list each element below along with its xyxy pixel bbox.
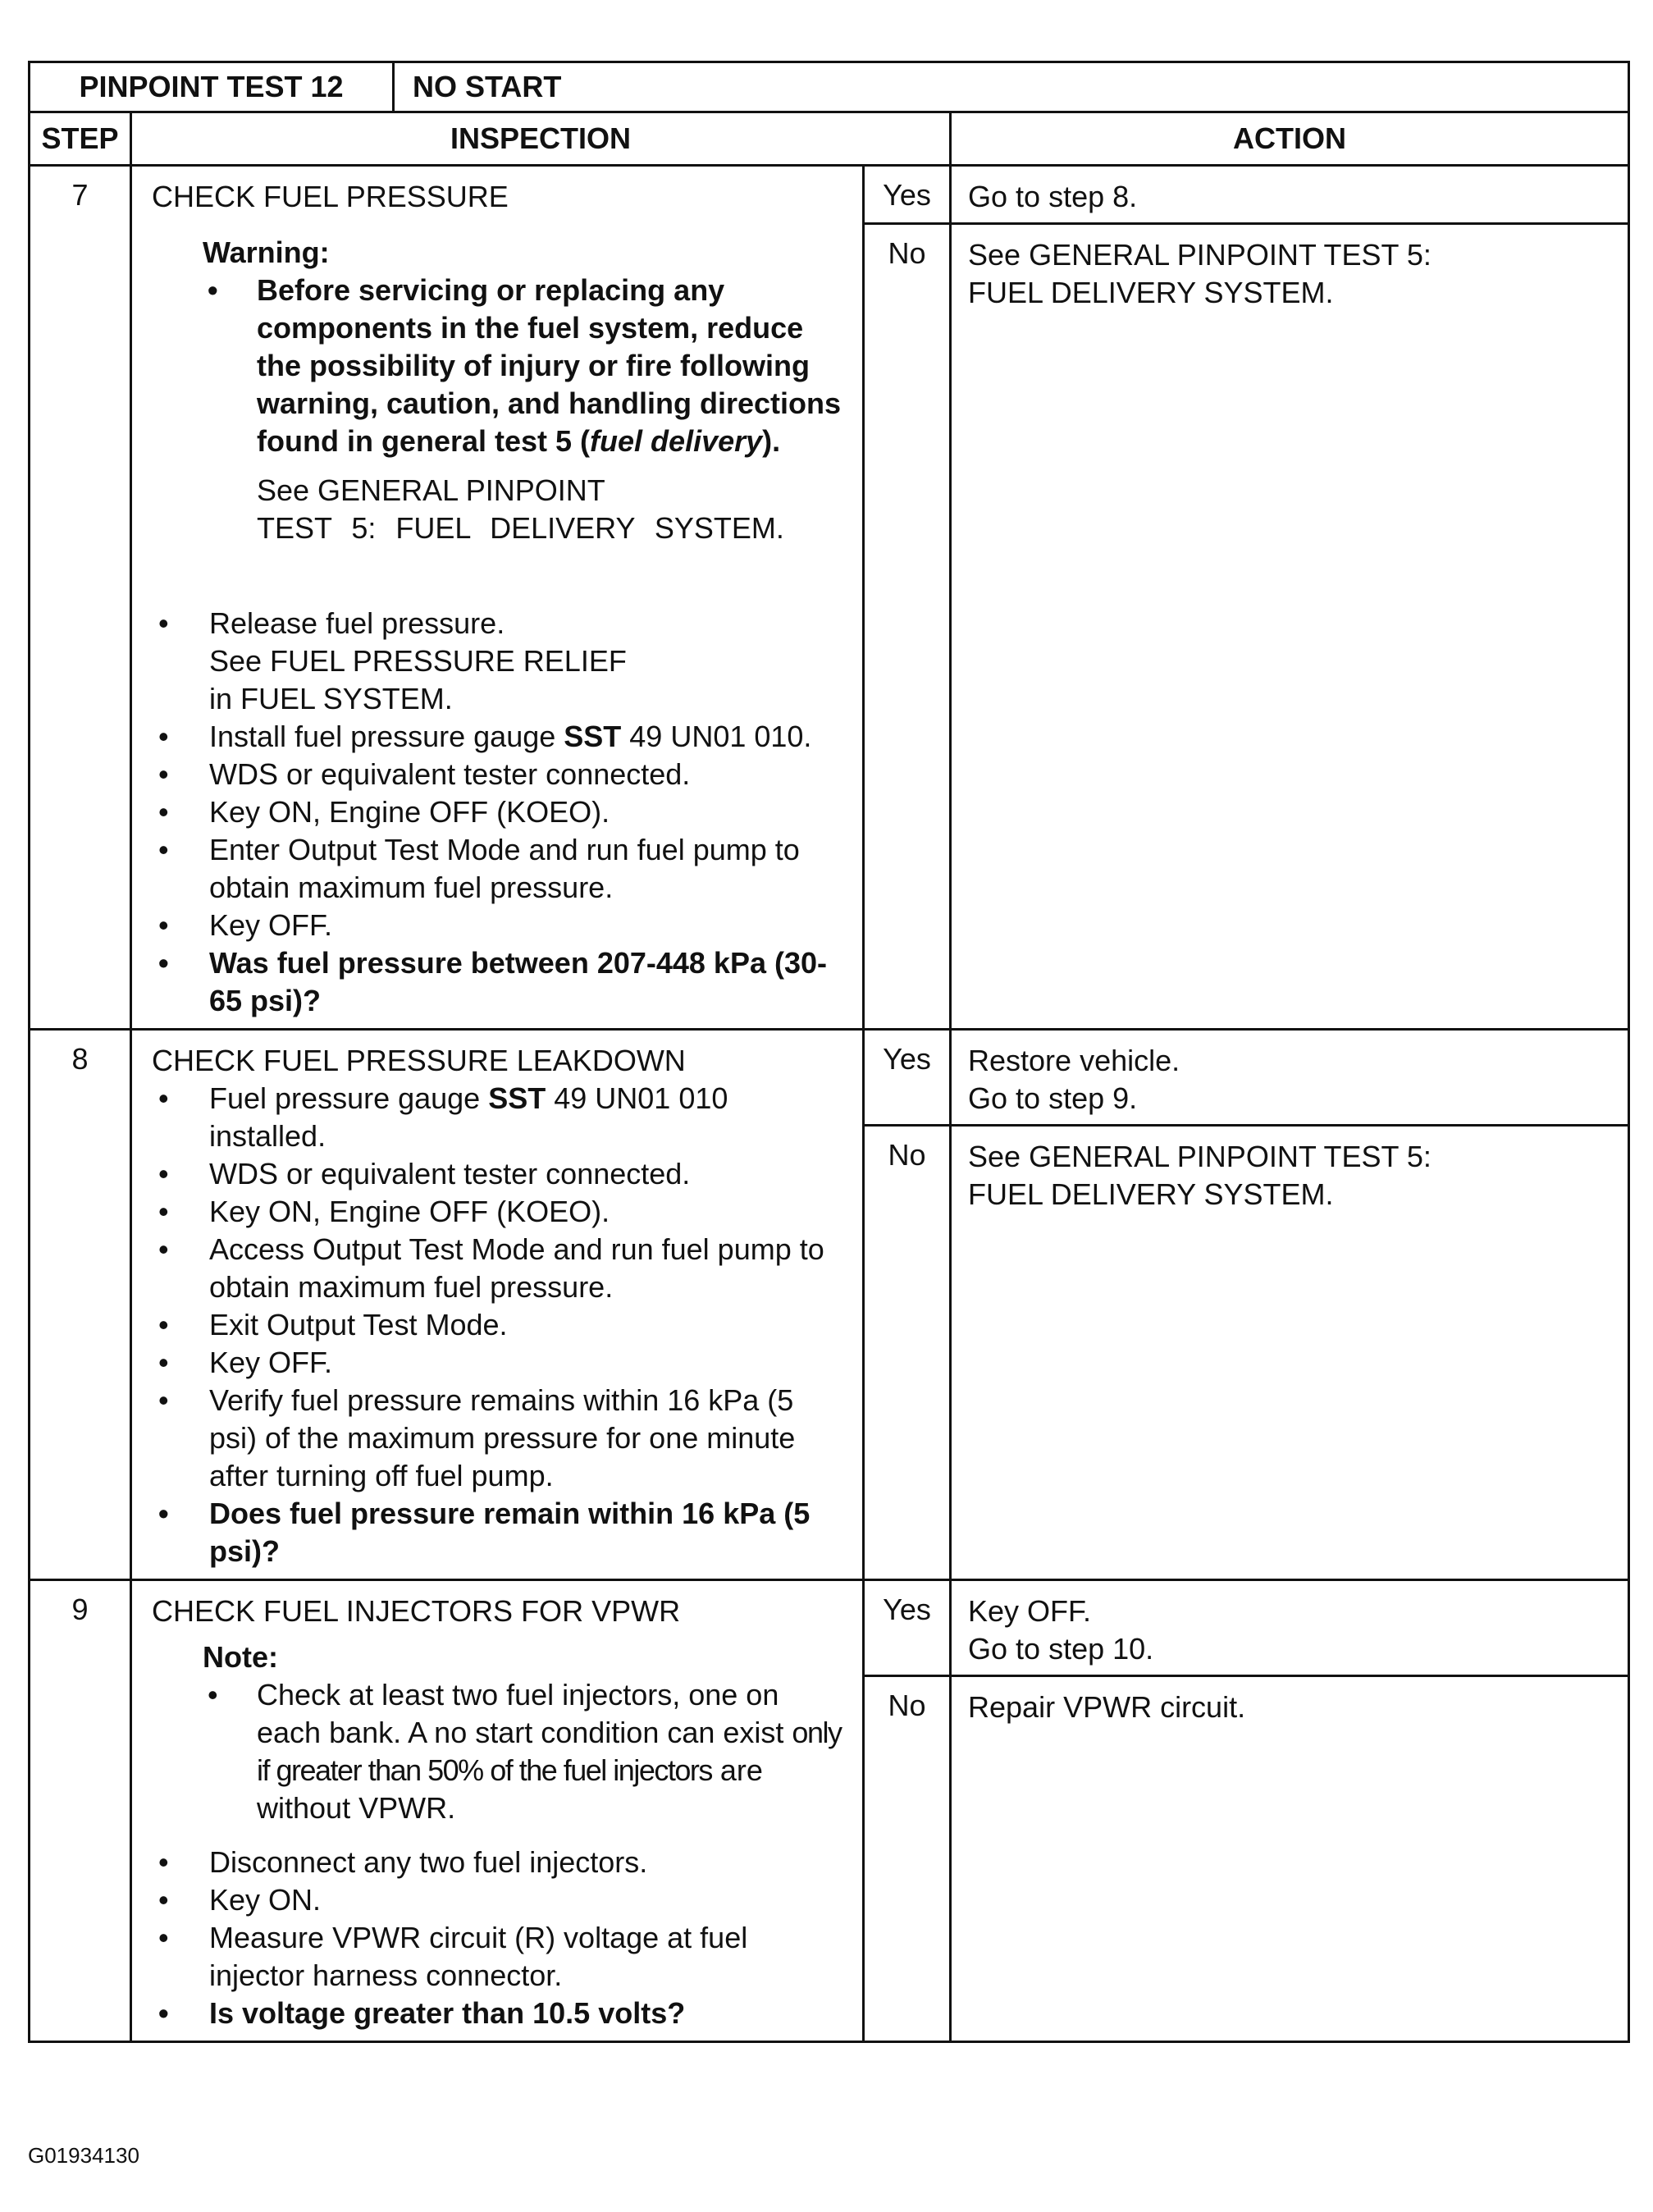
bullet-text: Key ON. xyxy=(209,1883,322,1917)
warning-end: ). xyxy=(762,424,781,458)
step-8-yes-label: Yes xyxy=(864,1030,951,1126)
bullet-text: Key ON, Engine OFF (KOEO). xyxy=(209,795,610,829)
bullet-question: Was fuel pressure between 207-448 kPa (30-65 psi)? xyxy=(209,946,828,1017)
col-action-header: ACTION xyxy=(951,112,1629,166)
step-7-no-label: No xyxy=(864,224,951,1030)
warning-list xyxy=(203,272,847,460)
step-9-inspection xyxy=(131,1580,864,2042)
bullet-sub: See FUEL PRESSURE RELIEF xyxy=(209,644,627,678)
action-line: Restore vehicle. xyxy=(968,1044,1180,1077)
list-item xyxy=(152,1881,847,1919)
list-item xyxy=(152,1231,847,1306)
bullet-text: WDS or equivalent tester connected. xyxy=(209,757,691,791)
list-item xyxy=(152,944,847,1020)
note-label: Note: xyxy=(203,1640,278,1674)
bullet-text: Disconnect any two fuel injectors. xyxy=(209,1845,648,1879)
list-item xyxy=(152,605,847,718)
bullet-text: Release fuel pressure. xyxy=(209,606,505,640)
warning-text: Before servicing or replacing any components in the fuel system, reduce the possibility of injury or fire following warning, caution, and handling directions found in general test 5 ( xyxy=(257,273,842,458)
note-text-condensed: only if greater than 50% of the fuel injectors xyxy=(257,1716,842,1787)
warning-see-line1: See GENERAL PINPOINT xyxy=(257,473,605,507)
col-inspection-header: INSPECTION xyxy=(131,112,951,166)
list-item xyxy=(152,1995,847,2032)
step-8-bullet-list xyxy=(152,1080,847,1570)
step-9-yes-row xyxy=(30,1580,1629,1676)
action-line: Go to step 10. xyxy=(968,1632,1154,1666)
list-item xyxy=(152,1844,847,1881)
step-7-yes-action: Go to step 8. xyxy=(951,166,1629,224)
pinpoint-test-sheet xyxy=(28,61,1628,2043)
test-title-row xyxy=(30,62,1629,112)
sst-label: SST xyxy=(488,1081,546,1115)
action-line: FUEL DELIVERY SYSTEM. xyxy=(968,1177,1334,1211)
step-title: CHECK FUEL PRESSURE xyxy=(152,180,509,213)
pinpoint-test-table xyxy=(28,61,1630,2043)
list-item xyxy=(152,1919,847,1995)
step-number: 8 xyxy=(71,1042,89,1076)
step-9-yes-label: Yes xyxy=(864,1580,951,1676)
list-item xyxy=(152,1155,847,1193)
warning-item xyxy=(203,272,847,460)
step-9-bullet-list xyxy=(152,1844,847,2032)
list-item xyxy=(152,831,847,907)
bullet-text: Verify fuel pressure remains within 16 kPa (5 psi) of the maximum pressure for one minute after turning off fuel pump. xyxy=(209,1383,796,1492)
action-line: See GENERAL PINPOINT TEST 5: xyxy=(968,1140,1432,1173)
step-7-bullet-list xyxy=(152,605,847,1020)
list-item xyxy=(152,1306,847,1344)
sst-number: 49 UN01 010 installed. xyxy=(209,1081,728,1153)
list-item xyxy=(152,718,847,756)
warning-italic: fuel delivery xyxy=(590,424,763,458)
step-8-yes-action xyxy=(951,1030,1629,1126)
step-7-yes-row xyxy=(30,166,1629,224)
test-label: PINPOINT TEST 12 xyxy=(79,70,344,103)
bullet-sub: in FUEL SYSTEM. xyxy=(209,682,453,715)
note-text: Check at least two fuel injectors, one on each bank. A no start condition can exist xyxy=(257,1678,792,1749)
list-item xyxy=(152,1495,847,1570)
step-9-no-label: No xyxy=(864,1676,951,2042)
bullet-text: Access Output Test Mode and run fuel pump to obtain maximum fuel pressure. xyxy=(209,1232,824,1304)
bullet-question: Is voltage greater than 10.5 volts? xyxy=(209,1996,686,2030)
list-item xyxy=(152,1344,847,1382)
bullet-text: Key OFF. xyxy=(209,908,333,942)
list-item xyxy=(152,1193,847,1231)
col-step-header: STEP xyxy=(30,112,131,166)
action-line: FUEL DELIVERY SYSTEM. xyxy=(968,276,1334,309)
bullet-text: Exit Output Test Mode. xyxy=(209,1308,508,1341)
step-number: 9 xyxy=(71,1593,89,1626)
bullet-text: Enter Output Test Mode and run fuel pump to obtain maximum fuel pressure. xyxy=(209,833,800,904)
bullet-text: WDS or equivalent tester connected. xyxy=(209,1157,691,1191)
note-text: are without VPWR. xyxy=(257,1753,763,1825)
warning-see-line2: TEST 5: FUEL DELIVERY SYSTEM. xyxy=(257,511,784,545)
step-7-no-action xyxy=(951,224,1629,1030)
step-9-no-action: Repair VPWR circuit. xyxy=(951,1676,1629,2042)
step-8-no-action xyxy=(951,1126,1629,1580)
sst-number: 49 UN01 010. xyxy=(621,720,812,753)
note-list xyxy=(203,1676,847,1827)
step-7-inspection xyxy=(131,166,864,1030)
step-7-yes-label: Yes xyxy=(864,166,951,224)
list-item xyxy=(152,907,847,944)
bullet-text: Fuel pressure gauge xyxy=(209,1081,489,1115)
test-label-cell xyxy=(30,62,394,112)
list-item xyxy=(152,756,847,793)
sst-label: SST xyxy=(564,720,622,753)
step-number: 7 xyxy=(71,178,89,212)
step-8-inspection xyxy=(131,1030,864,1580)
bullet-text: Measure VPWR circuit (R) voltage at fuel injector harness connector. xyxy=(209,1921,748,1992)
bullet-question: Does fuel pressure remain within 16 kPa (5 psi)? xyxy=(209,1497,811,1568)
bullet-text: Key ON, Engine OFF (KOEO). xyxy=(209,1195,610,1228)
note-item xyxy=(203,1676,847,1827)
step-8-number xyxy=(30,1030,131,1580)
bullet-text: Key OFF. xyxy=(209,1346,333,1379)
step-title: CHECK FUEL PRESSURE LEAKDOWN xyxy=(152,1044,686,1077)
test-name: NO START xyxy=(413,70,562,103)
test-name-cell xyxy=(394,62,1629,112)
step-8-no-label: No xyxy=(864,1126,951,1580)
action-line: See GENERAL PINPOINT TEST 5: xyxy=(968,238,1432,272)
figure-code: G01934130 xyxy=(28,2143,139,2168)
warning-label: Warning: xyxy=(203,235,330,269)
step-9-number xyxy=(30,1580,131,2042)
action-line: Key OFF. xyxy=(968,1594,1092,1628)
step-title: CHECK FUEL INJECTORS FOR VPWR xyxy=(152,1594,681,1628)
list-item xyxy=(152,793,847,831)
bullet-text: Install fuel pressure gauge xyxy=(209,720,564,753)
list-item xyxy=(152,1080,847,1155)
action-line: Go to step 9. xyxy=(968,1081,1138,1115)
list-item xyxy=(152,1382,847,1495)
warning-see xyxy=(203,472,847,547)
step-7-number xyxy=(30,166,131,1030)
step-8-yes-row xyxy=(30,1030,1629,1126)
note-block xyxy=(152,1638,847,1827)
warning-block xyxy=(152,234,847,547)
column-header-row xyxy=(30,112,1629,166)
step-9-yes-action xyxy=(951,1580,1629,1676)
